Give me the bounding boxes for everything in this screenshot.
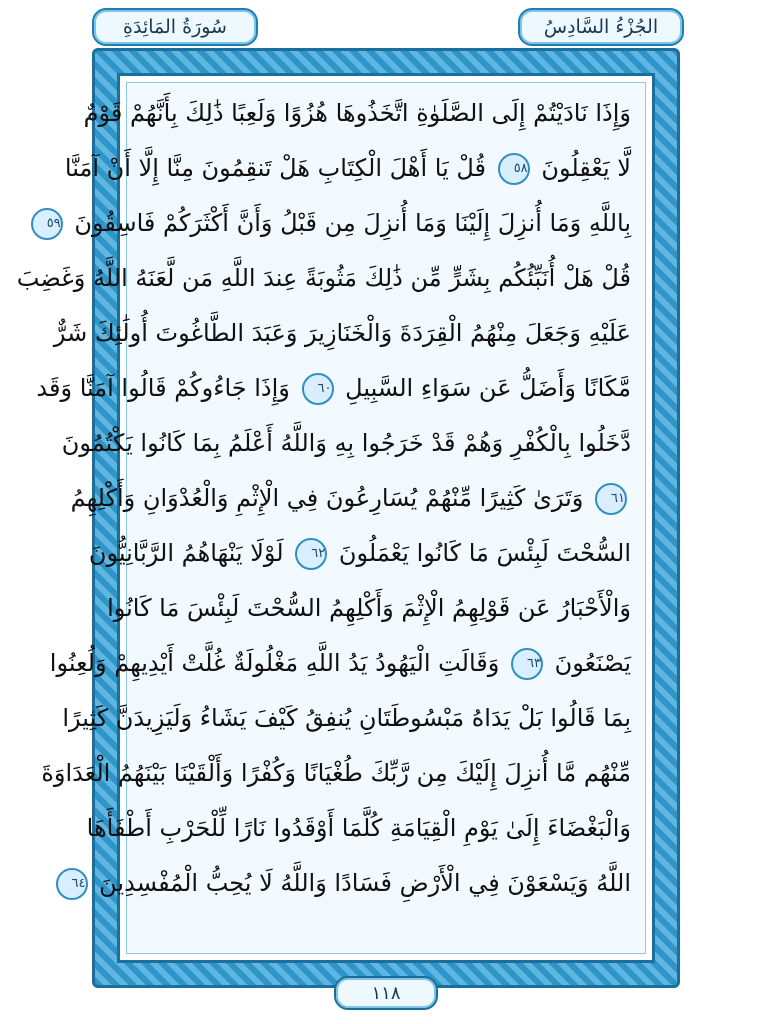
inner-border xyxy=(16,73,655,963)
ornamental-frame xyxy=(16,48,680,988)
juz-name: الجُزْءُ السَّادِسُ xyxy=(543,16,659,38)
line-text: لَّا يَعْقِلُونَ xyxy=(541,154,631,182)
juz-name-tab xyxy=(518,8,684,46)
page-number: ١١٨ xyxy=(371,982,401,1004)
ayah-number-marker: ٦٠ xyxy=(302,373,334,405)
verse-line-12 xyxy=(62,692,631,744)
quran-text-area xyxy=(16,82,646,954)
verse-line-14 xyxy=(86,802,631,854)
line-text: عَلَيْهِ وَجَعَلَ مِنْهُمُ الْقِرَدَةَ وَالْخَنَازِيرَ وَعَبَدَ الطَّاغُوتَ أُولَٰئِكَ شَرٌّ xyxy=(53,319,631,347)
verse-line-15 xyxy=(71,857,631,909)
verse-line-13 xyxy=(41,747,631,799)
verse-line-8 xyxy=(70,472,631,524)
ayah-number-marker: ٦٤ xyxy=(56,868,88,900)
line-text-continued: وَتَرَىٰ كَثِيرًا مِّنْهُمْ يُسَارِعُونَ فِي الْإِثْمِ وَالْعُدْوَانِ وَأَكْلِهِمُ xyxy=(70,484,584,512)
verse-line-9 xyxy=(88,527,631,579)
line-text-continued: وَقَالَتِ الْيَهُودُ يَدُ اللَّهِ مَغْلُولَةٌ غُلَّتْ أَيْدِيهِمْ وَلُعِنُوا xyxy=(49,649,500,677)
verse-line-1 xyxy=(83,87,631,139)
ayah-number-marker: ٦٣ xyxy=(511,648,543,680)
ayah-number-marker: ٥٩ xyxy=(31,208,63,240)
ayah-number-marker: ٥٨ xyxy=(498,153,530,185)
line-text: قُلْ هَلْ أُنَبِّئُكُم بِشَرٍّ مِّن ذَٰلِكَ مَثُوبَةً عِندَ اللَّهِ مَن لَّعَنَهُ اللَّهُ وَغَضِبَ xyxy=(16,264,631,292)
line-text: وَإِذَا نَادَيْتُمْ إِلَى الصَّلَوٰةِ اتَّخَذُوهَا هُزُوًا وَلَعِبًا ذَٰلِكَ بِأَنَّهُمْ قَوْمٌ xyxy=(83,99,631,127)
page-number-badge xyxy=(334,976,438,1010)
verse-line-3 xyxy=(46,197,631,249)
line-text: وَالْأَحْبَارُ عَن قَوْلِهِمُ الْإِثْمَ وَأَكْلِهِمُ السُّحْتَ لَبِئْسَ مَا كَانُوا xyxy=(107,594,631,622)
verse-line-5 xyxy=(53,307,631,359)
line-text: دَّخَلُوا بِالْكُفْرِ وَهُمْ قَدْ خَرَجُوا بِهِ وَاللَّهُ أَعْلَمُ بِمَا كَانُوا يَكْتُمُونَ xyxy=(61,429,631,457)
line-text: وَالْبَغْضَاءَ إِلَىٰ يَوْمِ الْقِيَامَةِ كُلَّمَا أَوْقَدُوا نَارًا لِّلْحَرْبِ أَطْفَأَهَا xyxy=(86,814,631,842)
line-text: مَّكَانًا وَأَضَلُّ عَن سَوَاءِ السَّبِيلِ xyxy=(345,374,631,402)
line-text: يَصْنَعُونَ xyxy=(554,649,631,677)
line-text: السُّحْتَ لَبِئْسَ مَا كَانُوا يَعْمَلُونَ xyxy=(338,539,631,567)
line-text: مِّنْهُم مَّا أُنزِلَ إِلَيْكَ مِن رَّبِّكَ طُغْيَانًا وَكُفْرًا وَأَلْقَيْنَا بَيْنَهُمُ الْعَدَاوَةَ xyxy=(41,759,631,787)
verse-line-4 xyxy=(16,252,631,304)
verse-line-6 xyxy=(36,362,631,414)
ayah-number-marker: ٦٢ xyxy=(295,538,327,570)
verse-line-10 xyxy=(107,582,631,634)
surah-name-tab xyxy=(92,8,258,46)
line-text-continued: قُلْ يَا أَهْلَ الْكِتَابِ هَلْ تَنقِمُونَ مِنَّا إِلَّا أَنْ آمَنَّا xyxy=(64,154,487,182)
line-text: بِاللَّهِ وَمَا أُنزِلَ إِلَيْنَا وَمَا أُنزِلَ مِن قَبْلُ وَأَنَّ أَكْثَرَكُمْ فَاسِقُونَ xyxy=(74,209,631,237)
verse-line-2 xyxy=(64,142,631,194)
line-text-continued: وَإِذَا جَاءُوكُمْ قَالُوا آمَنَّا وَقَد xyxy=(36,374,290,402)
line-text: بِمَا قَالُوا بَلْ يَدَاهُ مَبْسُوطَتَانِ يُنفِقُ كَيْفَ يَشَاءُ وَلَيَزِيدَنَّ كَثِيرًا xyxy=(62,704,631,732)
ayah-number-marker: ٦١ xyxy=(595,483,627,515)
line-text: اللَّهُ وَيَسْعَوْنَ فِي الْأَرْضِ فَسَادًا وَاللَّهُ لَا يُحِبُّ الْمُفْسِدِينَ xyxy=(99,869,631,897)
verse-line-7 xyxy=(61,417,631,469)
line-text-continued: لَوْلَا يَنْهَاهُمُ الرَّبَّانِيُّونَ xyxy=(88,539,284,567)
verse-line-11 xyxy=(49,637,631,689)
surah-name: سُورَةُ المَائِدَةِ xyxy=(123,16,227,38)
